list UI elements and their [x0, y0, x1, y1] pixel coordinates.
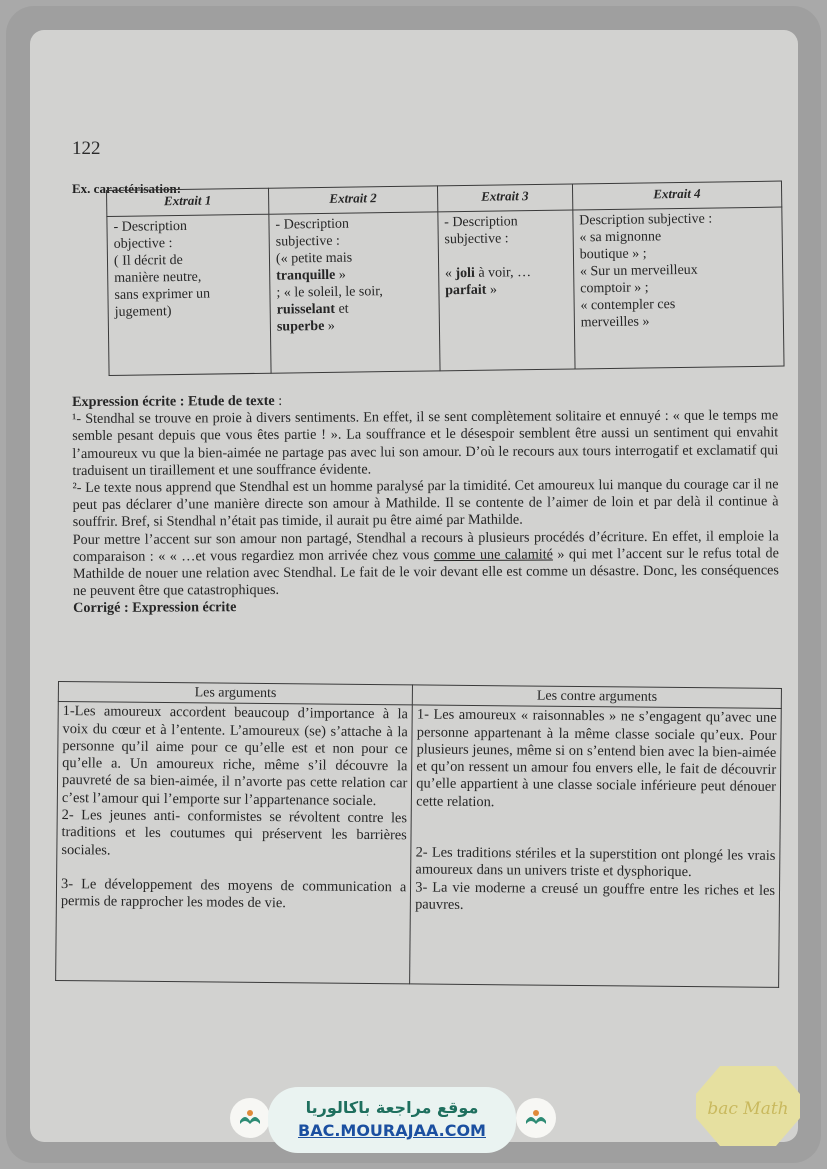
extrait-1-header: Extrait 1: [107, 188, 269, 216]
site-logo-icon: [230, 1098, 270, 1138]
cell-line: - Description: [444, 213, 518, 230]
corrige-heading: Corrigé : Expression écrite: [73, 599, 237, 617]
cell-line: - Description: [275, 216, 350, 233]
counter-argument-1: 1- Les amoureux « raisonnables » ne s’engagent qu’avec une personne appartenant à la même classe sociale qu’eux. Pour plusieurs jeunes, même si on s’entend bien avec la bien-aimée et qu’on ressent un amour fou envers elle, le fait de découvrir qu’elle appartient à une classe sociale inférieure peut dénouer cette relation.: [416, 706, 777, 810]
cell-fragment: »: [324, 318, 335, 334]
site-logo-icon: [516, 1098, 556, 1138]
spacer: [416, 811, 776, 848]
cell-line: [277, 299, 433, 318]
extrait-4-header: Extrait 4: [572, 181, 782, 210]
cell-line: Description subjective :: [579, 211, 713, 229]
cell-line: « Sur un merveilleux: [579, 262, 698, 280]
arguments-body-row: [56, 702, 782, 988]
cell-fragment: »: [335, 267, 346, 283]
cell-line: ; « le soleil, le soir,: [276, 283, 383, 301]
bold-word: ruisselant: [276, 301, 336, 318]
cell-line: subjective :: [275, 233, 340, 250]
paragraph-1: ¹- Stendhal se trouve en proie à divers sentiments. En effet, il se sent complètement solitaire et ennuyé : « que le temps me semble pesant depuis que vous êtes partie ! ». La souffrance et le désespoir semblent être aussi un sentiment qui envahit l’amoureux vu que la bien-aimée ne partage pas avec lui son amour. D’où le recours aux tours interrogatif et exclamatif qui traduisent un tiraillement et une souffrance évidente.: [72, 407, 779, 479]
bold-word: superbe: [276, 318, 325, 335]
argument-3: 3- Le développement des moyens de communication a permis de rapprocher les modes de vie.: [60, 876, 407, 912]
cell-line: objective :: [113, 235, 173, 252]
paragraph-3: [73, 528, 779, 601]
section-title: Expression écrite : Etude de texte: [72, 392, 275, 410]
bold-word: tranquille: [276, 267, 336, 284]
cell-line: comptoir » ;: [580, 280, 649, 297]
cell-line: merveilles »: [580, 314, 650, 331]
cell-line: sans exprimer un: [114, 286, 211, 303]
underlined-quote: comme une calamité: [433, 546, 553, 563]
bold-word: parfait: [445, 282, 487, 298]
counter-argument-3: 3- La vie moderne a creusé un gouffre entre les riches et les pauvres.: [415, 879, 776, 913]
extrait-3-cell: [438, 210, 575, 371]
badge-label: bac Math: [707, 1099, 789, 1119]
extrait-4-cell: [573, 207, 784, 369]
text-fragment: » qui met l’accent sur le refus total de Mathilde de nouer une relation avec Stendhal. Le fait de le voir devant elle est comme un désastre. Donc, les conséquences ne peuvent être que catastrophiques.: [72, 545, 779, 600]
cell-spacer: [445, 246, 567, 265]
bac-math-badge: [694, 1064, 802, 1148]
exercise-heading: Ex. caractérisation:: [72, 181, 182, 196]
extraits-table: [106, 181, 785, 376]
cell-line: [276, 265, 432, 284]
argument-2: 2- Les jeunes anti- conformistes se révoltent contre les traditions et les coutumes qui préservent les barrières sociales.: [61, 807, 408, 859]
arguments-table: [55, 681, 782, 988]
footer-banner[interactable]: [268, 1087, 516, 1153]
extrait-2-cell: [269, 212, 440, 374]
cell-line: « sa mignonne: [579, 228, 662, 246]
cell-fragment: à voir, …: [474, 264, 532, 281]
paragraph-2: ²- Le texte nous apprend que Stendhal est un homme paralysé par la timidité. Cet amoureux lui manque du courage car il ne peut pas déclarer d’une manière directe son amour à Mathilde. Il se contente de l’aimer de loin et par delà il continue à souffrir. Bref, si Stendhal n’était pas timide, il aurait pu être aimé par Mathilde.: [72, 476, 779, 531]
cell-line: manière neutre,: [114, 269, 202, 286]
extrait-3-header: Extrait 3: [437, 184, 572, 212]
cell-line: [277, 316, 433, 335]
page-number: 122: [72, 138, 101, 159]
cell-line: subjective :: [444, 231, 509, 247]
cell-fragment: «: [444, 265, 456, 281]
cell-line: - Description: [113, 218, 188, 235]
counter-arguments-header: Les contre arguments: [413, 685, 782, 709]
counter-arguments-cell: [410, 705, 781, 987]
cell-line: jugement): [114, 303, 172, 320]
cell-fragment: et: [334, 301, 349, 317]
bold-word: joli: [455, 265, 476, 281]
cell-line: [445, 263, 567, 282]
text-fragment: Pour mettre l’accent sur son amour non partagé, Stendhal a recours à plusieurs procédés d’écriture. En effet, il emploie la comparaison : « « …et vous regardiez mon arrivée chez vous: [72, 527, 779, 565]
cell-fragment: »: [486, 282, 498, 298]
cell-line: [445, 280, 567, 299]
site-name-arabic: موقع مراجعة باكالوريا: [305, 1098, 479, 1117]
arguments-header: Les arguments: [58, 682, 412, 706]
arguments-cell: [56, 702, 413, 984]
cell-line: ( Il décrit de: [113, 252, 183, 269]
expression-section: [72, 390, 779, 617]
cell-line: boutique » ;: [579, 246, 647, 263]
counter-argument-2: 2- Les traditions stériles et la superstition ont plongé les vrais amoureux dans un univers triste et dysphorique.: [415, 844, 776, 881]
extraits-body-row: [107, 207, 784, 376]
extrait-1-cell: [107, 214, 271, 376]
site-url-link[interactable]: BAC.MOURAJAA.COM: [298, 1121, 486, 1140]
cell-line: « contempler ces: [580, 296, 676, 314]
argument-1: 1-Les amoureux accordent beaucoup d’importance à la voix du cœur et à l’entente. L’amoureux (se) s’attache à la personne qu’il aime pour ce qu’elle est et non pour ce qu’elle a. Un amoureux riche, même s’il découvre la pauvreté de sa bien-aimée, il n’avorte pas cette relation car c’est l’amour qui l’emporte sur l’appartenance sociale.: [61, 703, 409, 809]
cell-line: (« petite mais: [275, 250, 353, 267]
section-title-tail: :: [274, 392, 283, 409]
extrait-2-header: Extrait 2: [268, 186, 437, 214]
